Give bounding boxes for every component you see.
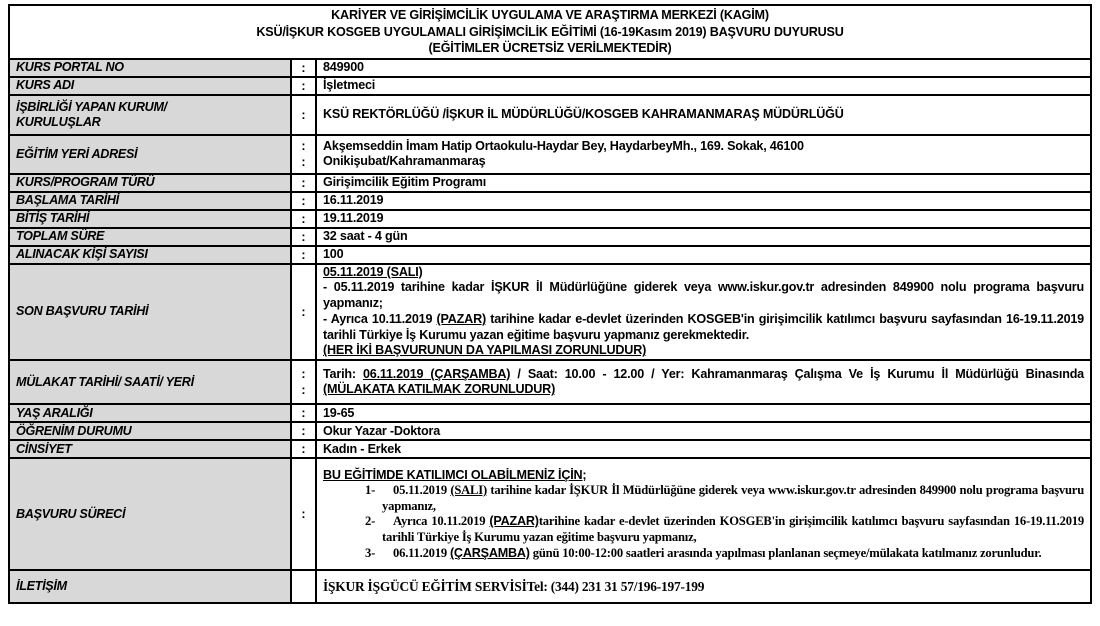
label-line-1: İŞBİRLİĞİ YAPAN KURUM/ [16,99,167,114]
colon-cell: : [291,458,316,570]
row-basvuru-sureci [9,458,1091,570]
colon-cell: : [291,210,316,228]
row-mulakat [9,360,1091,404]
interview-mandatory-note: (MÜLAKATA KATILMAK ZORUNLUDUR) [323,382,556,397]
row-value [316,135,1091,174]
row-label: YAŞ ARALIĞI [9,404,291,422]
colon: : [301,367,306,382]
row-bitis-tarihi [9,210,1091,228]
row-value: 100 [316,246,1091,264]
colon-cell: : [291,95,316,135]
application-step-3: 3- 06.11.2019 (ÇARŞAMBA) günü 10:00-12:00 saatleri arasında yapılması planlanan seçmeye/mülakata katılmanız zorunludur. [365,545,1042,560]
row-label: KURS ADI [9,77,291,95]
mandatory-note: (HER İKİ BAŞVURUNUN DA YAPILMASI ZORUNLUDUR) [323,343,647,358]
row-value: Okur Yazar -Doktora [316,422,1091,440]
row-value: Kadın - Erkek [316,440,1091,458]
colon-cell: : [291,59,316,77]
header-line-3: (EĞİTİMLER ÜCRETSİZ VERİLMEKTEDİR) [428,41,672,56]
row-label: TOPLAM SÜRE [9,228,291,246]
announcement-table [8,4,1092,604]
row-label: BAŞVURU SÜRECİ [9,458,291,570]
colon-cell: : [291,77,316,95]
row-label: EĞİTİM YERİ ADRESİ [9,135,291,174]
row-kurs-portal-no [9,59,1091,77]
colon-cell: : [291,228,316,246]
step-number: 3- [365,545,376,560]
deadline-date: 05.11.2019 (SALI) [323,264,423,279]
row-label: BAŞLAMA TARİHİ [9,192,291,210]
row-value: İşletmeci [316,77,1091,95]
row-baslama-tarihi [9,192,1091,210]
label-line-2: KURULUŞLAR [16,114,101,129]
row-label: KURS PORTAL NO [9,59,291,77]
carsamba-underlined: (ÇARŞAMBA) [449,545,530,560]
row-value: 849900 [316,59,1091,77]
row-value: 32 saat - 4 gün [316,228,1091,246]
colon-cell: : [291,264,316,361]
colon-cell: : [291,174,316,192]
row-yas-araligi [9,404,1091,422]
row-value [316,264,1091,361]
row-label: KURS/PROGRAM TÜRÜ [9,174,291,192]
row-cinsiyet [9,440,1091,458]
address-line-2: Onikişubat/Kahramanmaraş [323,154,486,168]
row-label [9,95,291,135]
application-step-2: 2- Ayrıca 10.11.2019 (PAZAR)tarihine kadar e-devlet üzerinden KOSGEB'in girişimcilik katılımcı başvuru sayfasından 16-19.11.2019 tarihli Türkiye İş Kurumu yazan eğitime başvuru yapmanız, [365,514,1084,545]
pazar-underlined: (PAZAR) [489,514,539,529]
document-header [9,5,1091,59]
colon-cell [291,570,316,603]
row-isbirligi [9,95,1091,135]
colon-cell [291,135,316,174]
pazar-underlined: (PAZAR) [436,311,486,326]
deadline-paragraph-2: - Ayrıca 10.11.2019 (PAZAR) tarihine kadar e-devlet üzerinden KOSGEB'in girişimcilik katılımcı başvuru sayfasından 16-19.11.2019 tarihli Türkiye İş Kurumu yazan eğitime başvuru yapmanız gerekmektedir. [323,311,1084,342]
colon-cell: : [291,404,316,422]
colon: : [301,383,306,398]
row-value: 19-65 [316,404,1091,422]
application-process-heading: BU EĞİTİMDE KATILIMCI OLABİLMENİZ İÇİN; [323,467,587,482]
step-number: 2- [365,514,376,529]
row-label: ALINACAK KİŞİ SAYISI [9,246,291,264]
colon: : [301,155,306,169]
row-value: 19.11.2019 [316,210,1091,228]
interview-date: 06.11.2019 (ÇARŞAMBA) [362,366,511,381]
sali-underlined: (SALI) [450,482,487,497]
row-ogrenim-durumu [9,422,1091,440]
row-value: 16.11.2019 [316,192,1091,210]
address-line-1: Akşemseddin İmam Hatip Ortaokulu-Haydar Bey, HaydarbeyMh., 169. Sokak, 46100 [323,138,804,153]
colon-cell: : [291,192,316,210]
colon: : [301,139,306,153]
deadline-paragraph-1: - 05.11.2019 tarihine kadar İŞKUR İl Müdürlüğüne giderek veya www.iskur.gov.tr adresinden 849900 nolu programa başvuru yapmanız; [323,280,1084,311]
row-label: ÖĞRENİM DURUMU [9,422,291,440]
contact-phone: Tel: (344) 231 31 57/196-197-199 [526,578,705,594]
header-line-1: KARİYER VE GİRİŞİMCİLİK UYGULAMA VE ARAŞTIRMA MERKEZİ (KAGİM) [331,8,769,23]
row-value [316,360,1091,404]
row-son-basvuru [9,264,1091,361]
row-label: SON BAŞVURU TARİHİ [9,264,291,361]
colon-cell: : [291,246,316,264]
row-egitim-yeri [9,135,1091,174]
row-iletisim [9,570,1091,603]
application-step-1: 1- 05.11.2019 (SALI) tarihine kadar İŞKUR İl Müdürlüğüne giderek veya www.iskur.gov.tr adresinden 849900 nolu programa başvuru yapmanız, [365,482,1084,513]
row-label: BİTİŞ TARİHİ [9,210,291,228]
row-label: İLETİŞİM [9,570,291,603]
row-value: Girişimcilik Eğitim Programı [316,174,1091,192]
row-value [316,458,1091,570]
interview-info: Tarih: 06.11.2019 (ÇARŞAMBA) / Saat: 10.00 - 12.00 / Yer: Kahramanmaraş Çalışma Ve İş Kurumu İl Müdürlüğü Binasında (MÜLAKATA KATILMAK ZORUNLUDUR) [323,366,1084,397]
row-label: CİNSİYET [9,440,291,458]
row-value [316,570,1091,603]
colon-cell: : [291,440,316,458]
row-value: KSÜ REKTÖRLÜĞÜ /İŞKUR İL MÜDÜRLÜĞÜ/KOSGEB KAHRAMANMARAŞ MÜDÜRLÜĞÜ [316,95,1091,135]
row-kurs-program-turu [9,174,1091,192]
row-alinacak-kisi-sayisi [9,246,1091,264]
contact-service: İŞKUR İŞGÜCÜ EĞİTİM SERVİSİ [323,578,527,594]
row-toplam-sure [9,228,1091,246]
colon-cell [291,360,316,404]
step-number: 1- [365,482,376,497]
colon-cell: : [291,422,316,440]
row-kurs-adi [9,77,1091,95]
row-label: MÜLAKAT TARİHİ/ SAATİ/ YERİ [9,360,291,404]
header-line-2: KSÜ/İŞKUR KOSGEB UYGULAMALI GİRİŞİMCİLİK EĞİTİMİ (16-19Kasım 2019) BAŞVURU DUYURUSU [256,24,844,39]
header-row [9,5,1091,59]
